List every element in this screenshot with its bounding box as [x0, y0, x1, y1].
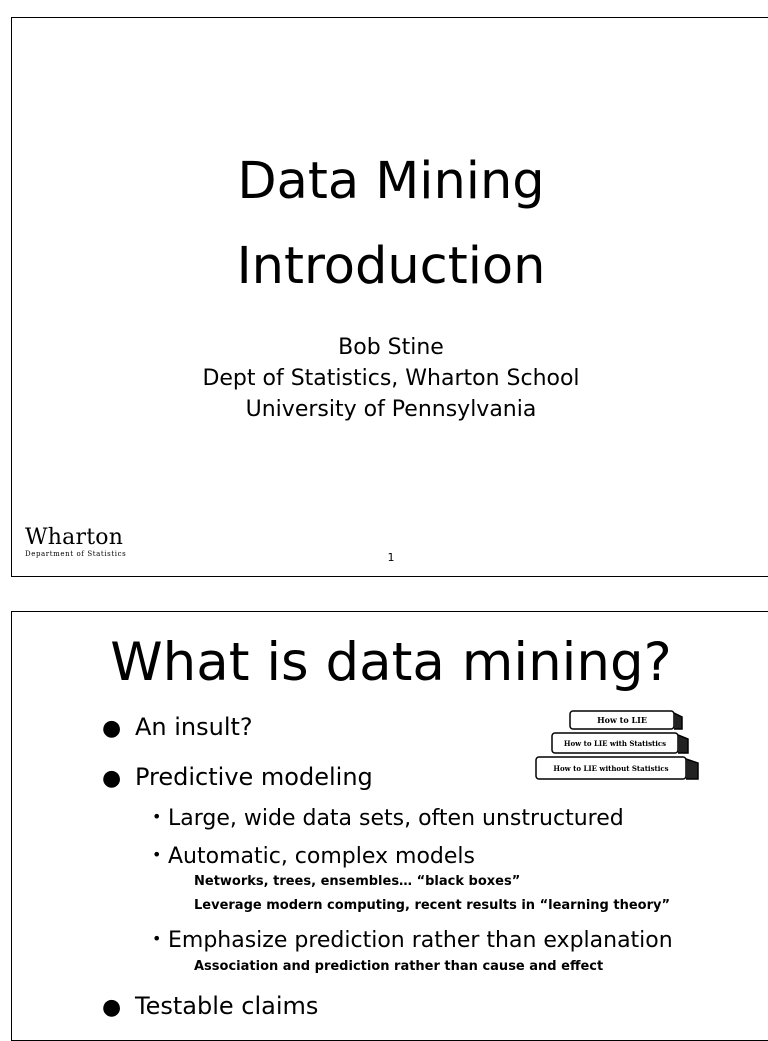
sub-bullet-dot-icon: • [152, 929, 162, 948]
book-title: How to LIE with Statistics [563, 739, 667, 748]
content-slide [11, 611, 768, 1041]
affiliation-line-2: University of Pennsylvania [245, 397, 537, 422]
note-text: Leverage modern computing, recent results in “learning theory” [194, 898, 671, 913]
book-stack-illustration [522, 707, 702, 787]
bullet-dot-icon: ● [102, 995, 122, 1020]
book-title: How to LIE without Statistics [553, 764, 669, 773]
book-title: How to LIE [597, 715, 647, 725]
logo-wordmark: Wharton [25, 525, 124, 550]
sub-bullet-dot-icon: • [152, 807, 162, 826]
author-block [12, 332, 768, 425]
note-text: Association and prediction rather than cause and effect [194, 959, 604, 974]
page-number: 1 [387, 551, 395, 564]
author-name: Bob Stine [338, 335, 444, 360]
sub-bullet-dot-icon: • [152, 845, 162, 864]
bullet-item [102, 763, 373, 793]
bullet-text: Testable claims [135, 992, 319, 1020]
bullet-item [102, 992, 318, 1022]
slide-title-line-2: Introduction [236, 237, 546, 296]
sub-bullet-item [152, 804, 624, 832]
sub-bullet-item [152, 926, 673, 954]
bullet-text: An insult? [135, 713, 253, 741]
title-slide [11, 17, 768, 577]
sub-bullet-item [152, 842, 475, 870]
affiliation-line-1: Dept of Statistics, Wharton School [202, 366, 580, 391]
bullet-item [102, 713, 253, 743]
note-text: Networks, trees, ensembles… “black boxes” [194, 874, 521, 889]
slide-title: What is data mining? [110, 632, 672, 693]
bullet-text: Predictive modeling [135, 763, 373, 791]
slide-title-line-1: Data Mining [237, 152, 545, 211]
bullet-dot-icon: ● [102, 766, 122, 791]
bullet-dot-icon: ● [102, 716, 122, 741]
sub-bullet-text: Automatic, complex models [168, 844, 476, 869]
sub-bullet-text: Large, wide data sets, often unstructured [168, 806, 624, 831]
logo-subtitle: Department of Statistics [25, 550, 127, 558]
sub-bullet-text: Emphasize prediction rather than explanation [168, 928, 673, 953]
